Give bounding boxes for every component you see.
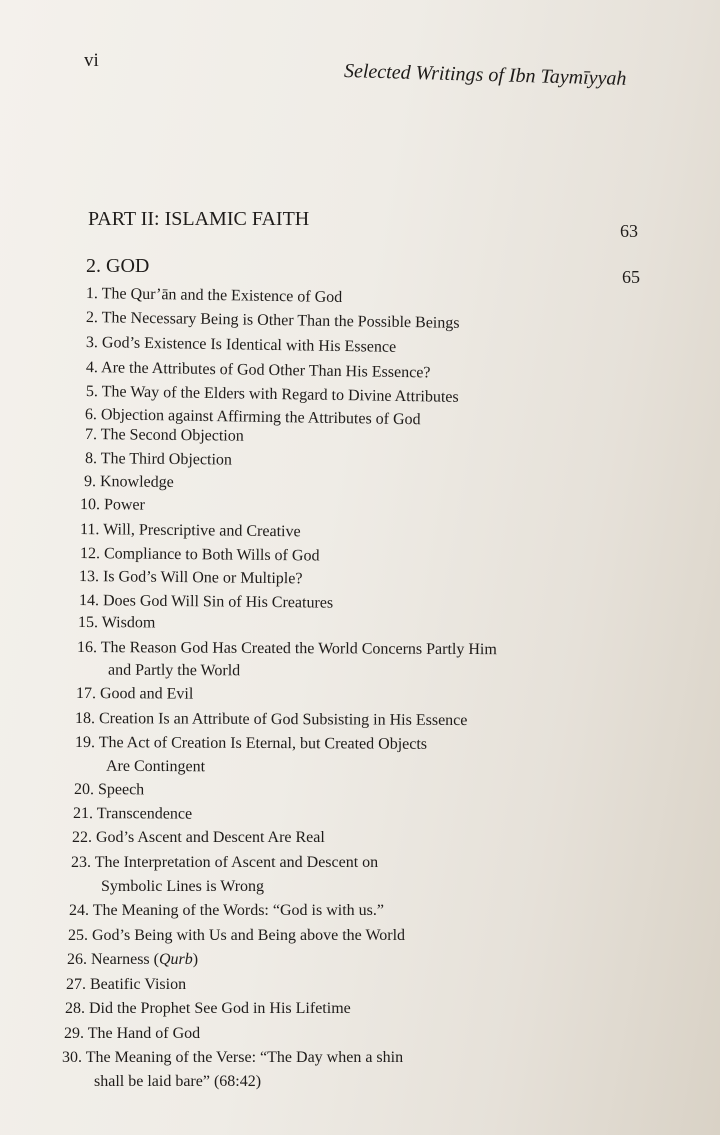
toc-entry: 2. The Necessary Being is Other Than the Possible Beings [85, 309, 460, 332]
toc-entry: 7. The Second Objection [84, 426, 244, 445]
toc-entry: 29. The Hand of God [64, 1025, 201, 1042]
toc-entry-continuation: shall be laid bare” (68:42) [94, 1073, 262, 1090]
toc-entry: 14. Does God Will Sin of His Creatures [78, 592, 334, 612]
toc-entry: 17. Good and Evil [75, 685, 194, 703]
part-title: PART II: ISLAMIC FAITH [88, 208, 310, 230]
toc-entry: 10. Power [79, 496, 145, 514]
toc-entry: 9. Knowledge [83, 473, 174, 491]
toc-entry: 13. Is God’s Will One or Multiple? [78, 568, 303, 588]
toc-entry: 25. God’s Being with Us and Being above the World [68, 927, 406, 944]
toc-entry-continuation: Are Contingent [105, 757, 206, 776]
running-head: Selected Writings of Ibn Taymīyyah [343, 60, 627, 90]
toc-entry: 5. The Way of the Elders with Regard to Divine Attributes [85, 383, 459, 406]
chapter-page-number: 65 [622, 267, 640, 287]
toc-entry: 1. The Qur’ān and the Existence of God [85, 285, 343, 307]
toc-entry: 21. Transcendence [72, 805, 193, 823]
toc-entry: 24. The Meaning of the Words: “God is with us.” [69, 902, 384, 919]
toc-entry-continuation: and Partly the World [107, 661, 241, 680]
toc-entry: 20. Speech [73, 781, 145, 799]
toc-entry: 22. God’s Ascent and Descent Are Real [72, 829, 325, 846]
page-folio: vi [84, 50, 99, 71]
entry-term: Qurb [158, 951, 193, 968]
toc-entry: 12. Compliance to Both Wills of God [79, 545, 320, 565]
toc-entry: 11. Will, Prescriptive and Creative [79, 521, 301, 541]
toc-entry: 23. The Interpretation of Ascent and Descent on [71, 854, 379, 871]
toc-entry: 6. Objection against Affirming the Attributes of God [84, 406, 421, 429]
toc-entry: 8. The Third Objection [84, 450, 233, 469]
toc-entry: 30. The Meaning of the Verse: “The Day when a shin [62, 1049, 404, 1066]
toc-entry: 18. Creation Is an Attribute of God Subsisting in His Essence [74, 710, 468, 730]
toc-entry: 3. God’s Existence Is Identical with His Essence [85, 334, 397, 356]
part-page-number: 63 [620, 221, 638, 241]
entry-text: 26. Nearness [67, 951, 150, 968]
chapter-title: 2. GOD [86, 255, 150, 277]
toc-entry-continuation: Symbolic Lines is Wrong [101, 878, 265, 895]
toc-entry: 16. The Reason God Has Created the World Concerns Partly Him [76, 639, 497, 659]
toc-entry: 26. Nearness (Qurb) [67, 951, 199, 968]
toc-entry: 4. Are the Attributes of God Other Than His Essence? [85, 359, 431, 382]
toc-entry: 28. Did the Prophet See God in His Lifetime [65, 1000, 351, 1017]
toc-entry: 15. Wisdom [77, 614, 156, 632]
toc-entry: 27. Beatific Vision [66, 976, 187, 993]
toc-entry: 19. The Act of Creation Is Eternal, but Created Objects [74, 734, 428, 753]
